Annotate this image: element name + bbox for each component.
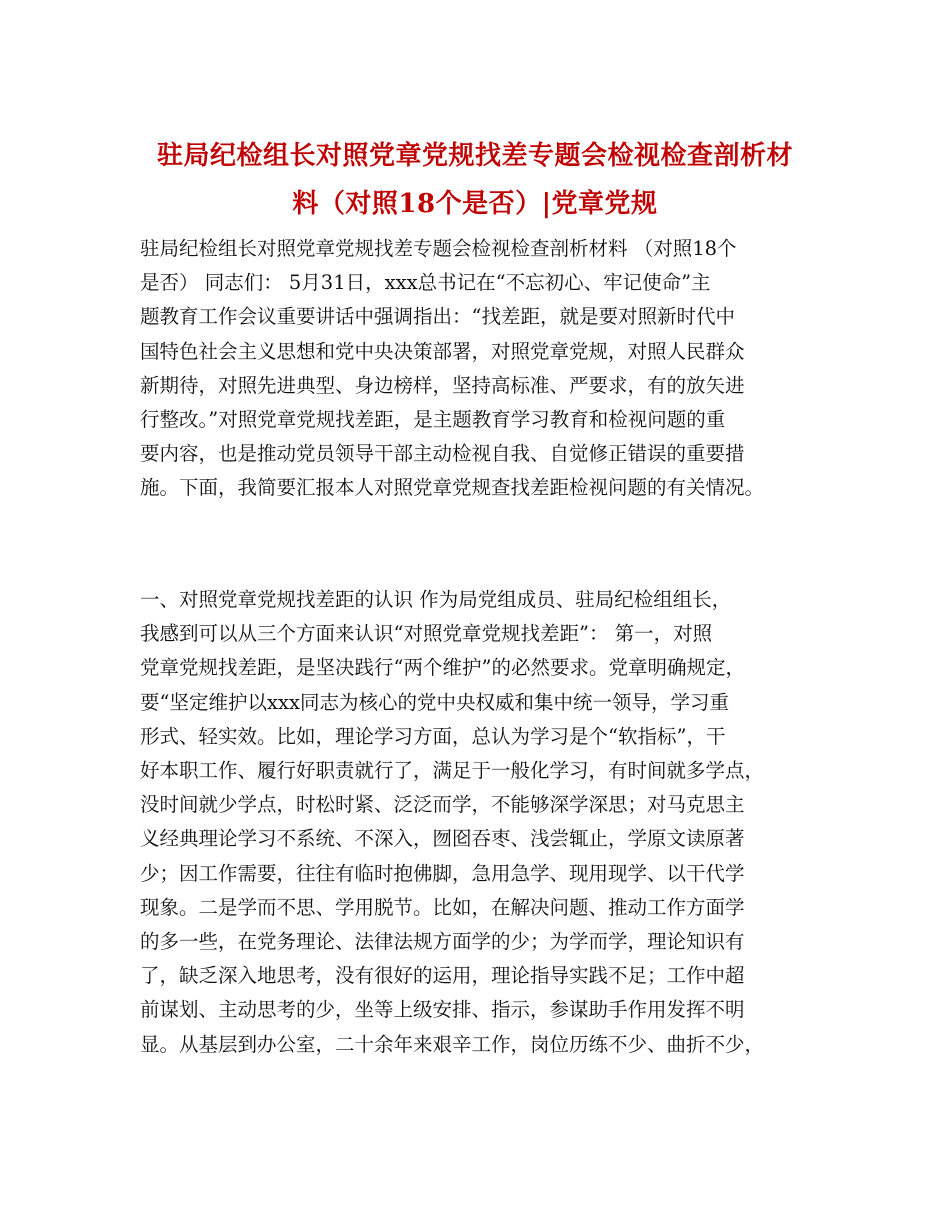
text-line: 国特色社会主义思想和党中央决策部署，对照党章党规，对照人民群众: [140, 339, 745, 363]
document-title: [130, 132, 820, 228]
title-line: 料（对照18个是否）|党章党规: [292, 189, 658, 219]
text-line: 题教育工作会议重要讲话中强调指出：“找差距，就是要对照新时代中: [140, 305, 735, 329]
text-line: 形式、轻实效。比如，理论学习方面，总认为学习是个“软指标”，干: [140, 724, 726, 748]
text-line: 现象。二是学而不思、学用脱节。比如，在解决问题、推动工作方面学: [140, 895, 745, 919]
text-line: 是否） 同志们： 5月31日，xxx总书记在“不忘初心、牢记使命”主: [140, 271, 711, 295]
text-line: 驻局纪检组长对照党章党规找差专题会检视检查剖析材料 （对照18个: [140, 237, 737, 260]
text-line: 前谋划、主动思考的少，坐等上级安排、指示，参谋助手作用发挥不明: [140, 998, 745, 1022]
text-line: 要内容，也是推动党员领导干部主动检视自我、自觉修正错误的重要措: [140, 442, 745, 466]
text-line: 了，缺乏深入地思考，没有很好的运用，理论指导实践不足；工作中超: [140, 964, 745, 988]
paragraph-section-one: [140, 583, 820, 1062]
text-line: 党章党规找差距，是坚决践行“两个维护”的必然要求。党章明确规定，: [140, 656, 745, 680]
text-line: 新期待，对照先进典型、身边榜样，坚持高标准、严要求，有的放矢进: [140, 373, 745, 397]
text-line: 要“坚定维护以xxx同志为核心的党中央权威和集中统一领导，学习重: [140, 690, 729, 714]
text-line: 行整改。”对照党章党规找差距，是主题教育学习教育和检视问题的重: [140, 408, 726, 432]
text-line: 少；因工作需要，往往有临时抱佛脚，急用急学、现用现学、以干代学: [140, 861, 745, 885]
text-line: 显。从基层到办公室，二十余年来艰辛工作，岗位历练不少、曲折不少，: [140, 1032, 765, 1056]
paragraph-intro: [140, 232, 820, 506]
text-line: 的多一些，在党务理论、法律法规方面学的少；为学而学，理论知识有: [140, 930, 745, 954]
text-line: 我感到可以从三个方面来认识“对照党章党规找差距”： 第一，对照: [140, 622, 713, 646]
text-line: 施。下面，我简要汇报本人对照党章党规查找差距检视问题的有关情况。: [140, 476, 765, 500]
text-line: 好本职工作、履行好职责就行了，满足于一般化学习，有时间就多学点，: [140, 759, 765, 783]
title-line: 驻局纪检组长对照党章党规找差专题会检视检查剖析材: [156, 141, 793, 171]
text-line: 没时间就少学点，时松时紧、泛泛而学，不能够深学深思；对马克思主: [140, 793, 745, 817]
text-line: 义经典理论学习不系统、不深入，囫囵吞枣、浅尝辄止，学原文读原著: [140, 827, 745, 851]
text-line: 一、对照党章党规找差距的认识 作为局党组成员、驻局纪检组组长，: [140, 588, 732, 611]
